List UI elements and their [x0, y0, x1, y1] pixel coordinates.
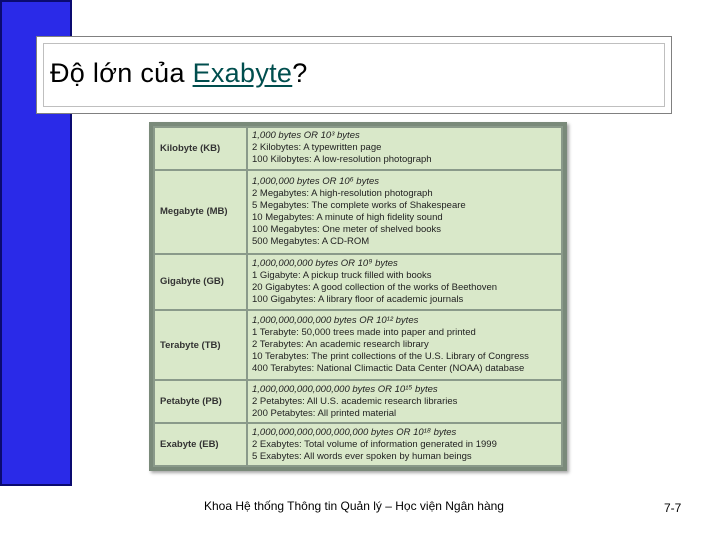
description-line: 5 Megabytes: The complete works of Shakespeare: [252, 199, 466, 211]
description-line: 100 Gigabytes: A library floor of academic journals: [252, 293, 464, 305]
unit-label: Terabyte (TB): [154, 310, 247, 380]
unit-description: [247, 170, 562, 254]
description-line: 200 Petabytes: All printed material: [252, 407, 397, 419]
unit-label: Exabyte (EB): [154, 423, 247, 466]
description-line: 2 Terabytes: An academic research library: [252, 339, 429, 351]
page-title: Độ lớn của Exabyte?: [50, 58, 308, 88]
unit-description: [247, 254, 562, 311]
description-line: 100 Kilobytes: A low-resolution photograph: [252, 154, 432, 166]
exabyte-link[interactable]: Exabyte: [192, 58, 293, 88]
unit-description: [247, 127, 562, 170]
description-line: 1,000,000,000,000,000,000 bytes OR 10¹⁸ bytes: [252, 426, 457, 438]
description-line: 20 Gigabytes: A good collection of the works of Beethoven: [252, 281, 498, 293]
table-row: [154, 380, 562, 423]
description-line: 2 Exabytes: Total volume of information generated in 1999: [252, 438, 497, 450]
footer-text: Khoa Hệ thống Thông tin Quản lý – Học viện Ngân hàng: [204, 499, 504, 513]
description-line: 400 Terabytes: National Climactic Data Center (NOAA) database: [252, 363, 525, 375]
description-line: 1,000,000,000,000 bytes OR 10¹² bytes: [252, 315, 419, 327]
description-line: 1 Terabyte: 50,000 trees made into paper and printed: [252, 327, 476, 339]
data-size-table: [149, 122, 567, 471]
page-number: 7-7: [664, 501, 682, 515]
table-row: [154, 423, 562, 466]
description-line: 10 Megabytes: A minute of high fidelity sound: [252, 211, 443, 223]
description-line: 2 Megabytes: A high-resolution photograph: [252, 187, 433, 199]
unit-label: Gigabyte (GB): [154, 254, 247, 311]
description-line: 5 Exabytes: All words ever spoken by human beings: [252, 450, 472, 462]
table-row: [154, 170, 562, 254]
table-row: [154, 254, 562, 311]
description-line: 1,000 bytes OR 10³ bytes: [252, 130, 360, 142]
table-row: [154, 127, 562, 170]
unit-description: [247, 423, 562, 466]
unit-label: Petabyte (PB): [154, 380, 247, 423]
description-line: 10 Terabytes: The print collections of the U.S. Library of Congress: [252, 351, 529, 363]
description-line: 100 Megabytes: One meter of shelved books: [252, 223, 442, 235]
description-line: 1,000,000,000,000,000 bytes OR 10¹⁵ bytes: [252, 383, 438, 395]
description-line: 500 Megabytes: A CD-ROM: [252, 235, 370, 247]
unit-description: [247, 380, 562, 423]
table-row: [154, 310, 562, 380]
description-line: 1 Gigabyte: A pickup truck filled with books: [252, 269, 432, 281]
description-line: 2 Kilobytes: A typewritten page: [252, 142, 382, 154]
description-line: 1,000,000,000 bytes OR 10⁹ bytes: [252, 257, 398, 269]
unit-label: Megabyte (MB): [154, 170, 247, 254]
description-line: 1,000,000 bytes OR 10⁶ bytes: [252, 175, 379, 187]
unit-description: [247, 310, 562, 380]
unit-label: Kilobyte (KB): [154, 127, 247, 170]
description-line: 2 Petabytes: All U.S. academic research libraries: [252, 395, 458, 407]
